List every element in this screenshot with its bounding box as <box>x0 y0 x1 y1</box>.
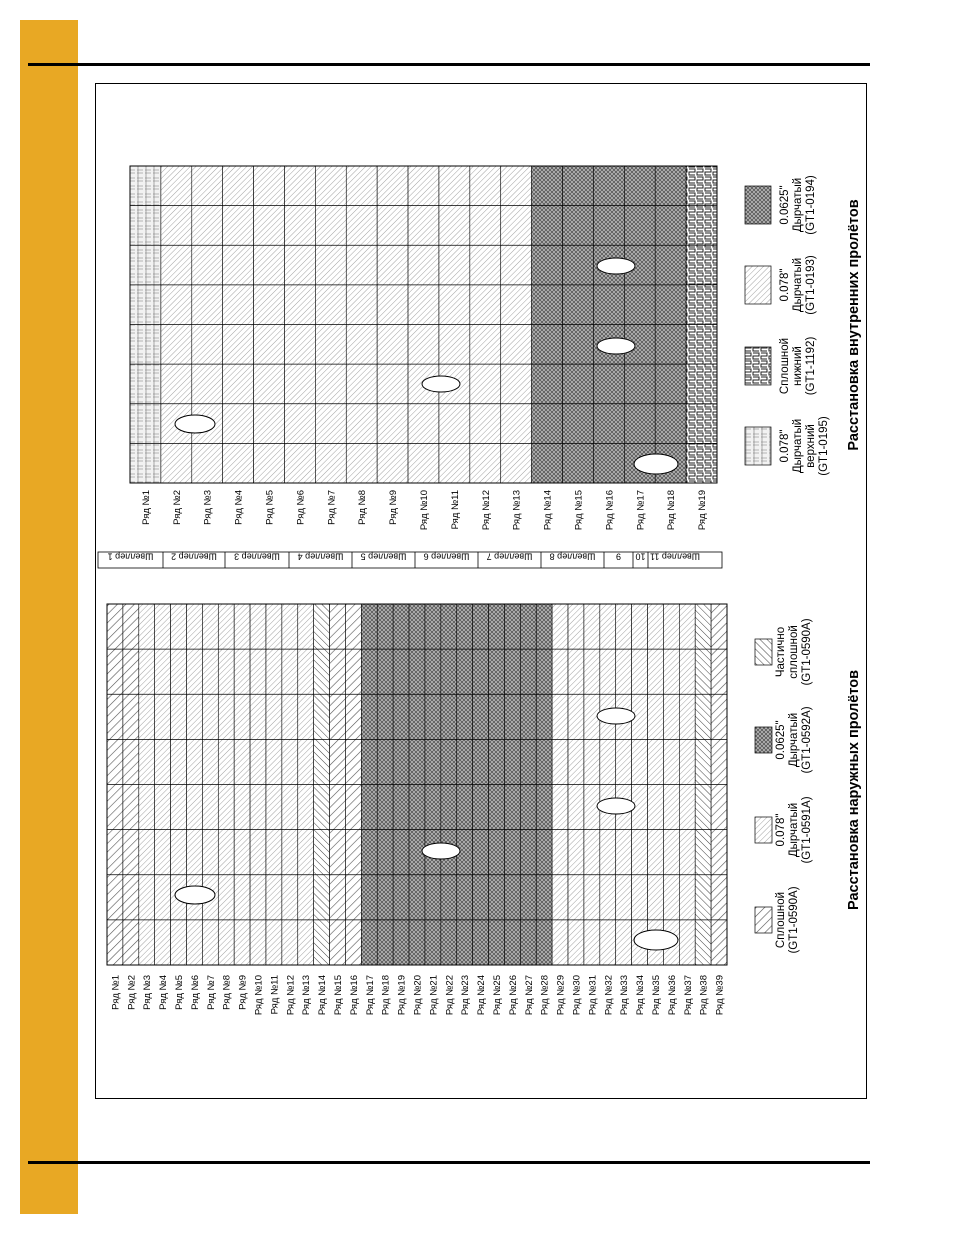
legend-text: 0.078" <box>779 429 791 463</box>
stiffener-label: Швеллер 11 <box>650 551 700 562</box>
outer-row-label: Ряд №29 <box>555 975 567 1016</box>
outer-row-label: Ряд №30 <box>571 975 583 1016</box>
outer-row-label: Ряд №24 <box>476 975 488 1016</box>
inner-row-label: Ряд №15 <box>573 490 585 531</box>
outer-row-label: Ряд №26 <box>507 975 519 1016</box>
stiffener-strip <box>98 552 722 568</box>
outer-row-label: Ряд №8 <box>221 975 233 1010</box>
legend-text: Дырчатый <box>788 802 800 858</box>
sweep-opening <box>175 886 215 904</box>
inner-row-label: Ряд №2 <box>171 490 183 525</box>
outer-row-label: Ряд №2 <box>126 975 138 1010</box>
stiffener-label: Швеллер 1 <box>107 551 154 562</box>
inner-row-label: Ряд №3 <box>202 490 214 525</box>
legend-text: верхний <box>805 424 817 468</box>
inner-row-label: Ряд №14 <box>542 490 554 531</box>
legend-text: (GT1-0591A) <box>801 796 813 864</box>
inner-row-label: Ряд №16 <box>604 490 616 531</box>
outer-row-label: Ряд №7 <box>205 975 217 1010</box>
outer-row-label: Ряд №16 <box>348 975 360 1016</box>
legend-text: (GT1-0590A) <box>801 618 813 686</box>
outer-row-label: Ряд №12 <box>285 975 297 1016</box>
sweep-opening <box>597 798 635 814</box>
outer-row-label: Ряд №14 <box>317 975 329 1016</box>
legend-text: Сплошной <box>775 891 787 949</box>
sweep-opening <box>634 930 678 950</box>
inner-row-label: Ряд №8 <box>357 490 369 525</box>
legend-text: Сплошной <box>779 337 791 395</box>
stiffener-label: Швеллер 3 <box>234 551 280 562</box>
legend-text: нижний <box>792 346 804 386</box>
sweep-opening <box>597 338 635 354</box>
inner-row-label: Ряд №7 <box>326 490 338 525</box>
outer-span-grid <box>107 604 727 965</box>
outer-layout-title: Расстановка наружных пролётов <box>846 669 862 911</box>
legend-swatch <box>755 639 772 665</box>
sweep-opening <box>175 415 215 433</box>
sweep-opening <box>597 708 635 724</box>
inner-row-label: Ряд №9 <box>388 490 400 525</box>
legend-swatch <box>745 266 771 304</box>
stiffener-label: Швеллер 8 <box>549 551 596 562</box>
outer-row-label: Ряд №20 <box>412 975 424 1016</box>
inner-row-label: Ряд №4 <box>233 490 245 525</box>
outer-row-label: Ряд №21 <box>428 975 440 1016</box>
outer-row-label: Ряд №3 <box>142 975 154 1010</box>
inner-row-label: Ряд №17 <box>635 490 647 531</box>
stiffener-label: 9 <box>615 551 622 562</box>
legend-text: (GT1-0195) <box>818 416 830 476</box>
inner-span-grid <box>130 166 717 483</box>
sweep-opening <box>422 376 460 392</box>
outer-row-label: Ряд №39 <box>714 975 726 1016</box>
outer-row-label: Ряд №17 <box>364 975 376 1016</box>
inner-row-label: Ряд №11 <box>449 490 461 530</box>
legend-swatch <box>755 817 772 843</box>
outer-row-label: Ряд №28 <box>539 975 551 1016</box>
legend-text: (GT1-0592A) <box>801 706 813 774</box>
inner-layout-title: Расстановка внутренних пролётов <box>846 199 862 451</box>
legend-text: Дырчатый <box>788 712 800 768</box>
legend-text: 0.078" <box>775 813 787 847</box>
outer-row-label: Ряд №32 <box>603 975 615 1016</box>
sweep-opening <box>597 258 635 274</box>
inner-row-label: Ряд №12 <box>480 490 492 531</box>
legend-text: Частично <box>775 626 787 678</box>
legend-text: сплошной <box>788 625 800 679</box>
outer-row-label: Ряд №10 <box>253 975 265 1016</box>
legend-swatch <box>755 907 772 933</box>
outer-row-label: Ряд №6 <box>189 975 201 1010</box>
outer-row-label: Ряд №11 <box>269 975 281 1015</box>
legend-swatch <box>745 427 771 465</box>
outer-row-label: Ряд №18 <box>380 975 392 1016</box>
legend-text: (GT1-0194) <box>805 175 817 235</box>
legend-text: Дырчатый <box>792 257 804 313</box>
legend-swatch <box>755 727 772 753</box>
outer-row-label: Ряд №36 <box>666 975 678 1016</box>
stiffener-label: Швеллер 2 <box>171 551 217 562</box>
inner-row-label: Ряд №10 <box>419 490 430 531</box>
stiffener-label: Швеллер 7 <box>486 551 533 562</box>
legend-text: Дырчатый <box>792 418 804 474</box>
outer-row-labels <box>110 975 725 1015</box>
legend-swatch <box>745 186 771 224</box>
outer-row-label: Ряд №38 <box>698 975 710 1016</box>
outer-row-label: Ряд №33 <box>619 975 631 1016</box>
legend-text: (GT1-0193) <box>805 255 817 315</box>
inner-row-labels <box>141 490 708 530</box>
outer-row-label: Ряд №22 <box>444 975 456 1016</box>
stiffener-label: Швеллер 6 <box>423 551 470 562</box>
inner-row-label: Ряд №1 <box>140 490 152 525</box>
inner-row-label: Ряд №6 <box>295 490 307 525</box>
inner-row-label: Ряд №19 <box>697 490 709 531</box>
outer-row-label: Ряд №15 <box>333 975 345 1016</box>
outer-row-label: Ряд №25 <box>491 975 503 1016</box>
stiffener-label: Швеллер 4 <box>297 551 344 562</box>
stiffener-label: 10 <box>635 551 646 562</box>
outer-legend <box>755 618 813 953</box>
outer-row-label: Ряд №31 <box>587 975 599 1016</box>
outer-row-label: Ряд №4 <box>158 975 170 1010</box>
outer-row-label: Ряд №35 <box>650 975 662 1016</box>
outer-row-label: Ряд №34 <box>635 975 647 1016</box>
legend-text: (GT1-1192) <box>805 336 817 396</box>
outer-row-label: Ряд №23 <box>460 975 472 1016</box>
inner-row-label: Ряд №13 <box>511 490 523 531</box>
outer-row-label: Ряд №9 <box>237 975 249 1010</box>
legend-text: (GT1-0590A) <box>788 886 800 954</box>
outer-row-label: Ряд №27 <box>523 975 535 1016</box>
inner-row-label: Ряд №18 <box>666 490 678 531</box>
outer-row-label: Ряд №1 <box>110 975 122 1010</box>
outer-row-label: Ряд №5 <box>174 975 186 1010</box>
legend-swatch <box>745 347 771 385</box>
sweep-opening <box>634 454 678 474</box>
sweep-opening <box>422 843 460 859</box>
outer-row-label: Ряд №19 <box>396 975 408 1016</box>
legend-text: 0.078" <box>779 268 791 302</box>
outer-row-label: Ряд №37 <box>682 975 694 1016</box>
legend-text: 0.0625" <box>775 720 787 760</box>
outer-row-label: Ряд №13 <box>301 975 313 1016</box>
legend-text: 0.0625" <box>779 185 791 225</box>
inner-row-label: Ряд №5 <box>264 490 276 525</box>
legend-text: Дырчатый <box>792 177 804 233</box>
stiffener-label: Швеллер 5 <box>360 551 407 562</box>
inner-legend <box>745 175 830 476</box>
